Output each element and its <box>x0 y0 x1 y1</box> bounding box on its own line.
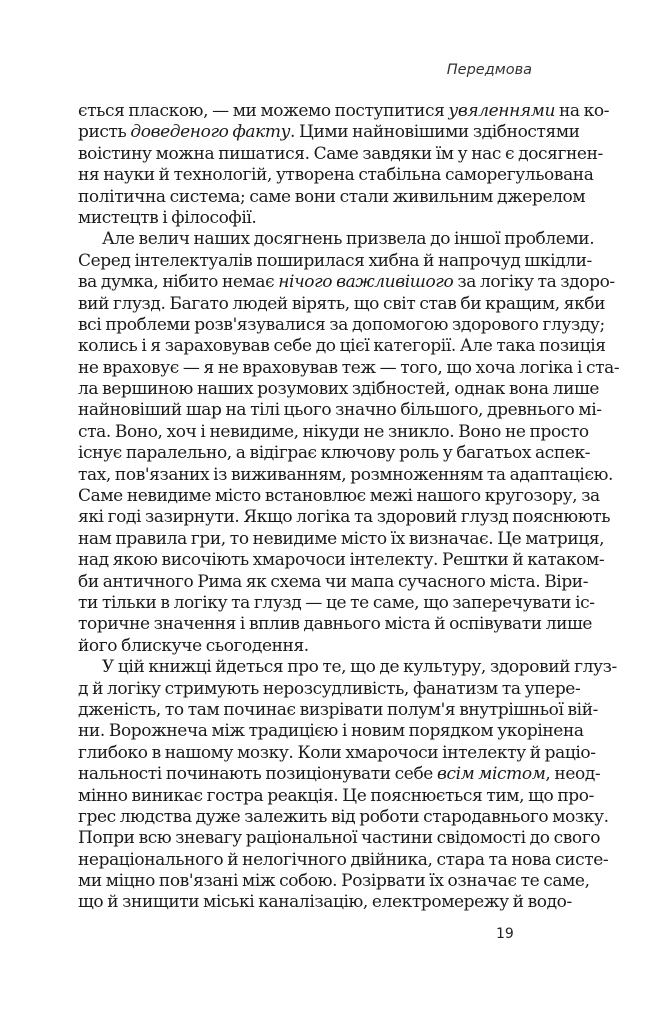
page-number: 19 <box>496 926 514 942</box>
text-line: його блискуче сьогодення. <box>78 635 309 656</box>
paragraph-2 <box>78 229 620 657</box>
text-line: нальності починають позиціонувати себе всім містом, неод- <box>78 764 601 785</box>
paragraph-3 <box>78 657 617 914</box>
text-line: ристь доведеного факту. Цими найновішими здібностями <box>78 122 580 143</box>
text-line: вий глузд. Багато людей вірять, що світ став би кращим, якби <box>78 293 606 314</box>
text-line: воістину можна пишатися. Саме завдяки їм у нас є досягнен- <box>78 143 603 164</box>
paragraph-1 <box>78 101 610 229</box>
text-line: ла вершиною наших розумових здібностей, однак вона лише <box>78 379 600 400</box>
text-line: колись і я зараховував себе до цієї категорії. Але така позиція <box>78 336 606 357</box>
text-line: торичне значення і вплив давнього міста й оспівувати лише <box>78 614 593 635</box>
text-line: ня науки й технологій, утворена стабільна саморегульована <box>78 165 594 186</box>
text-line: Саме невидиме місто встановлює межі нашого кругозору, за <box>78 486 600 507</box>
text-line: найновіший шар на тілі цього значно більшого, древнього мі- <box>78 400 602 421</box>
text-line: глибоко в нашому мозку. Коли хмарочоси інтелекту й раціо- <box>78 742 596 763</box>
text-line: д й логіку стримують нерозсудливість, фанатизм та упере- <box>78 678 581 699</box>
text-line: ти тільки в логіку та глузд — це те саме, що заперечувати іс- <box>78 592 595 613</box>
text-line: ми міцно пов'язані між собою. Розірвати їх означає те саме, <box>78 871 590 892</box>
body-text <box>78 101 620 914</box>
text-line: би античного Рима як схема чи мапа сучасного міста. Віри- <box>78 571 589 592</box>
text-line: тах, пов'язаних із виживанням, розмноженням та адаптацією. <box>78 464 613 485</box>
text-line: ва думка, нібито немає нічого важливішого за логіку та здоро- <box>78 272 615 293</box>
text-line: мистецтв і філософії. <box>78 207 257 228</box>
text-line: політична система; саме вони стали живильним джерелом <box>78 186 586 207</box>
text-line: Попри всю зневагу раціональної частини свідомості до свого <box>78 828 601 849</box>
text-line: дженість, то там починає визрівати полум'я внутрішньої вій- <box>78 699 598 720</box>
text-line: Серед інтелектуалів поширилася хибна й напрочуд шкідли- <box>78 250 592 271</box>
text-line: мінно виникає гостра реакція. Це пояснюється тим, що про- <box>78 785 594 806</box>
text-line: ста. Воно, хоч і невидиме, нікуди не зникло. Воно не просто <box>78 421 589 442</box>
text-line: ється пласкою, — ми можемо поступитися увяленнями на ко- <box>78 101 610 121</box>
text-line: що й знищити міські каналізацію, електромережу й водо- <box>78 892 572 913</box>
text-line: Але велич наших досягнень призвела до іншої проблеми. <box>102 229 595 250</box>
text-line: нераціонального й нелогічного двійника, стара та нова систе- <box>78 849 609 870</box>
text-line: грес людства дуже залежить від роботи стародавнього мозку. <box>78 806 609 827</box>
text-line: існує паралельно, а відіграє ключову роль у багатьох аспек- <box>78 443 591 464</box>
text-line: над якою височіють хмарочоси інтелекту. Рештки й катаком- <box>78 550 605 571</box>
running-head-title: Передмова <box>446 62 532 78</box>
text-line: У цій книжці йдеться про те, що де культуру, здоровий глуз- <box>102 657 617 678</box>
text-line: нам правила гри, то невидиме місто їх визначає. Це матриця, <box>78 528 605 549</box>
text-line: всі проблеми розв'язувалися за допомогою здорового глузду; <box>78 314 605 335</box>
text-line: ни. Ворожнеча між традицією і новим порядком укорінена <box>78 721 584 742</box>
text-line: які годі зазирнути. Якщо логіка та здоровий глузд пояснюють <box>78 507 611 528</box>
text-line: не враховує — я не враховував теж — того, що хоча логіка і ста- <box>78 357 620 378</box>
